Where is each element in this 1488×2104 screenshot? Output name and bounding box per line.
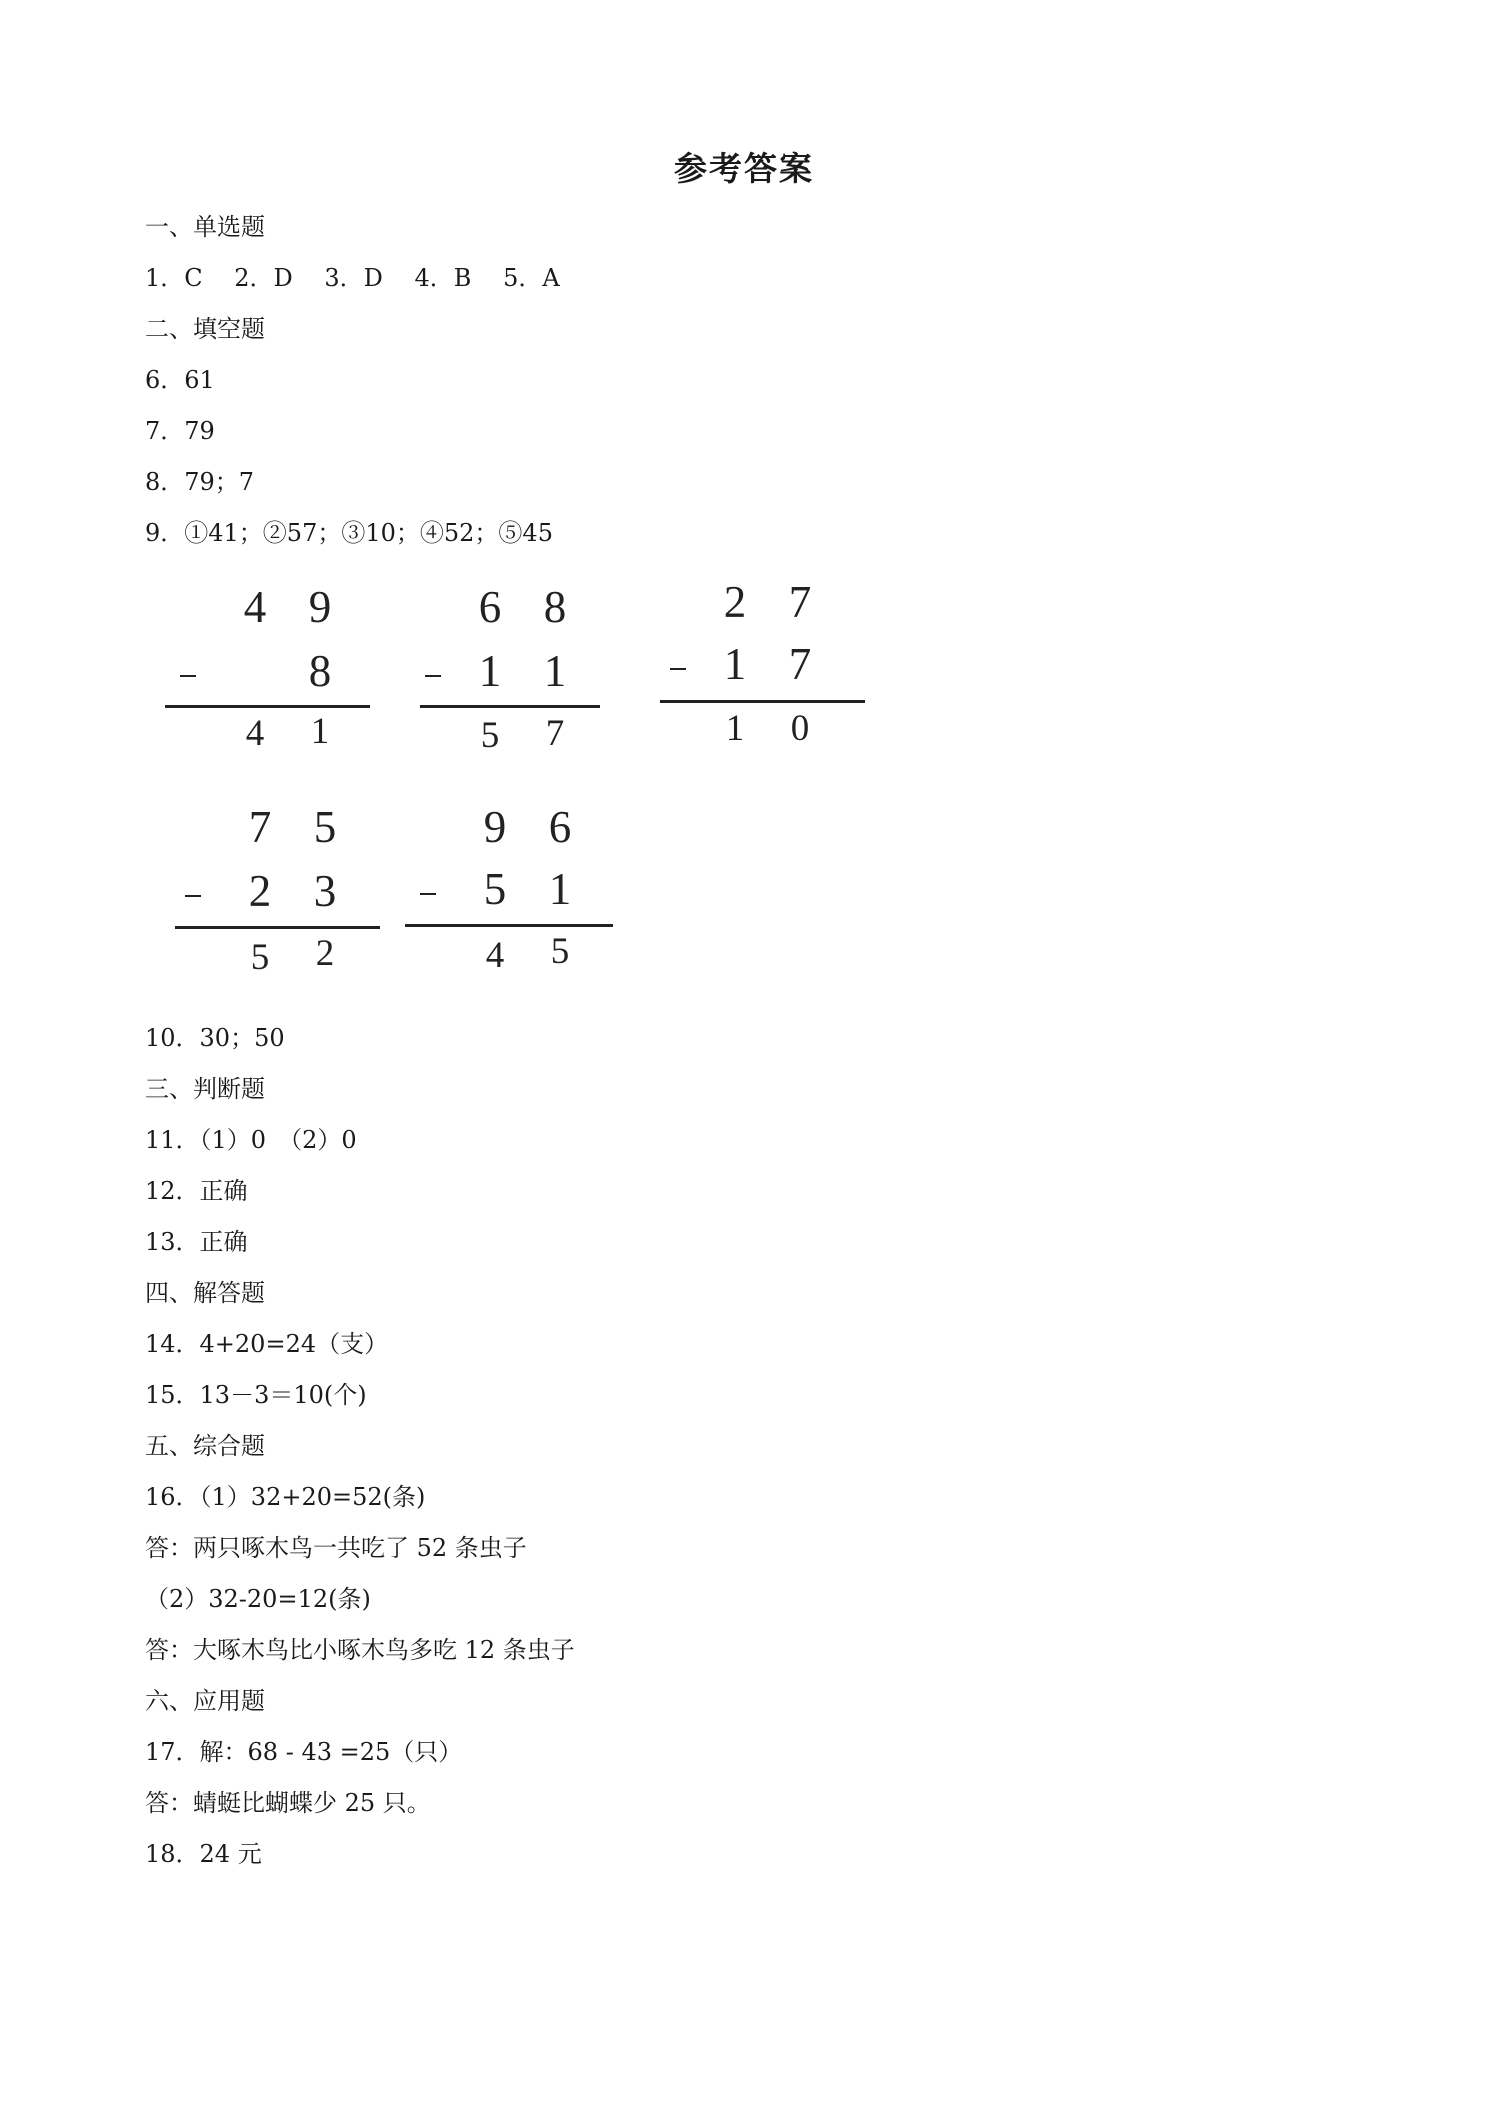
answer-line-17-statement: 答：蜻蜓比蝴蝶少 25 只。 (145, 1789, 431, 1817)
result-bar (165, 705, 370, 708)
minus-sign (180, 675, 196, 677)
minuend-ones-digit: 7 (788, 577, 812, 627)
subtrahend-ones-digit: 1 (548, 864, 572, 914)
answer-line-7: 7．79 (145, 417, 215, 445)
minuend-tens-digit: 7 (248, 802, 272, 852)
answer-line-9: 9．①41；②57；③10；④52；⑤45 (145, 519, 553, 547)
difference-ones-digit: 5 (550, 931, 570, 972)
answer-line-16-part-1: 16．（1）32+20=52(条) (145, 1483, 426, 1511)
difference-tens-digit: 4 (245, 713, 265, 754)
minus-sign (185, 895, 201, 897)
difference-ones-digit: 0 (790, 708, 810, 749)
answer-line-12: 12．正确 (145, 1177, 248, 1205)
answer-line-16-statement-1: 答：两只啄木鸟一共吃了 52 条虫子 (145, 1534, 527, 1562)
minuend-ones-digit: 5 (313, 802, 337, 852)
subtrahend-ones-digit: 8 (308, 646, 332, 696)
section-heading-solve: 四、解答题 (145, 1279, 265, 1307)
difference-ones-digit: 2 (315, 933, 335, 974)
answer-line-14: 14．4+20=24（支） (145, 1330, 389, 1358)
difference-tens-digit: 5 (480, 715, 500, 756)
minuend-tens-digit: 6 (478, 582, 502, 632)
subtrahend-ones-digit: 1 (543, 646, 567, 696)
answer-line-18: 18．24 元 (145, 1840, 262, 1868)
subtrahend-tens-digit: 1 (478, 646, 502, 696)
minus-sign (425, 675, 441, 677)
vertical-subtraction-4 (175, 802, 385, 985)
section-heading-single-choice: 一、单选题 (145, 213, 265, 241)
answer-line-16-part-2: （2）32-20=12(条) (145, 1585, 371, 1613)
minus-sign (420, 893, 436, 895)
answer-line-11: 11．（1）0 （2）0 (145, 1126, 357, 1154)
section-heading-true-false: 三、判断题 (145, 1075, 265, 1103)
result-bar (175, 926, 380, 929)
vertical-subtraction-3 (660, 577, 870, 760)
result-bar (420, 705, 600, 708)
minus-sign (670, 668, 686, 670)
minuend-tens-digit: 2 (723, 577, 747, 627)
answer-line-17: 17．解：68 - 43 =25（只） (145, 1738, 463, 1766)
vertical-subtraction-5 (405, 802, 615, 985)
answer-line-6: 6．61 (145, 366, 215, 394)
answer-line-1-5: 1．C 2．D 3．D 4．B 5．A (145, 264, 560, 292)
difference-tens-digit: 5 (250, 937, 270, 978)
section-heading-comprehensive: 五、综合题 (145, 1432, 265, 1460)
vertical-subtraction-1 (165, 582, 375, 765)
minuend-ones-digit: 9 (308, 582, 332, 632)
subtrahend-ones-digit: 7 (788, 639, 812, 689)
difference-tens-digit: 1 (725, 708, 745, 749)
subtrahend-tens-digit: 5 (483, 864, 507, 914)
result-bar (405, 924, 613, 927)
vertical-subtraction-2 (420, 582, 630, 765)
answer-line-13: 13．正确 (145, 1228, 248, 1256)
answer-line-15: 15．13－3＝10(个) (145, 1381, 367, 1409)
answer-line-10: 10．30；50 (145, 1024, 285, 1052)
difference-tens-digit: 4 (485, 935, 505, 976)
subtrahend-ones-digit: 3 (313, 866, 337, 916)
minuend-ones-digit: 6 (548, 802, 572, 852)
answer-line-16-statement-2: 答：大啄木鸟比小啄木鸟多吃 12 条虫子 (145, 1636, 575, 1664)
difference-ones-digit: 7 (545, 713, 565, 754)
minuend-tens-digit: 9 (483, 802, 507, 852)
subtrahend-tens-digit: 2 (248, 866, 272, 916)
page-title: 参考答案 (674, 149, 814, 188)
subtrahend-tens-digit: 1 (723, 639, 747, 689)
section-heading-fill-in: 二、填空题 (145, 315, 265, 343)
result-bar (660, 700, 865, 703)
difference-ones-digit: 1 (310, 711, 330, 752)
section-heading-application: 六、应用题 (145, 1687, 265, 1715)
minuend-ones-digit: 8 (543, 582, 567, 632)
minuend-tens-digit: 4 (243, 582, 267, 632)
answer-line-8: 8．79；7 (145, 468, 255, 496)
